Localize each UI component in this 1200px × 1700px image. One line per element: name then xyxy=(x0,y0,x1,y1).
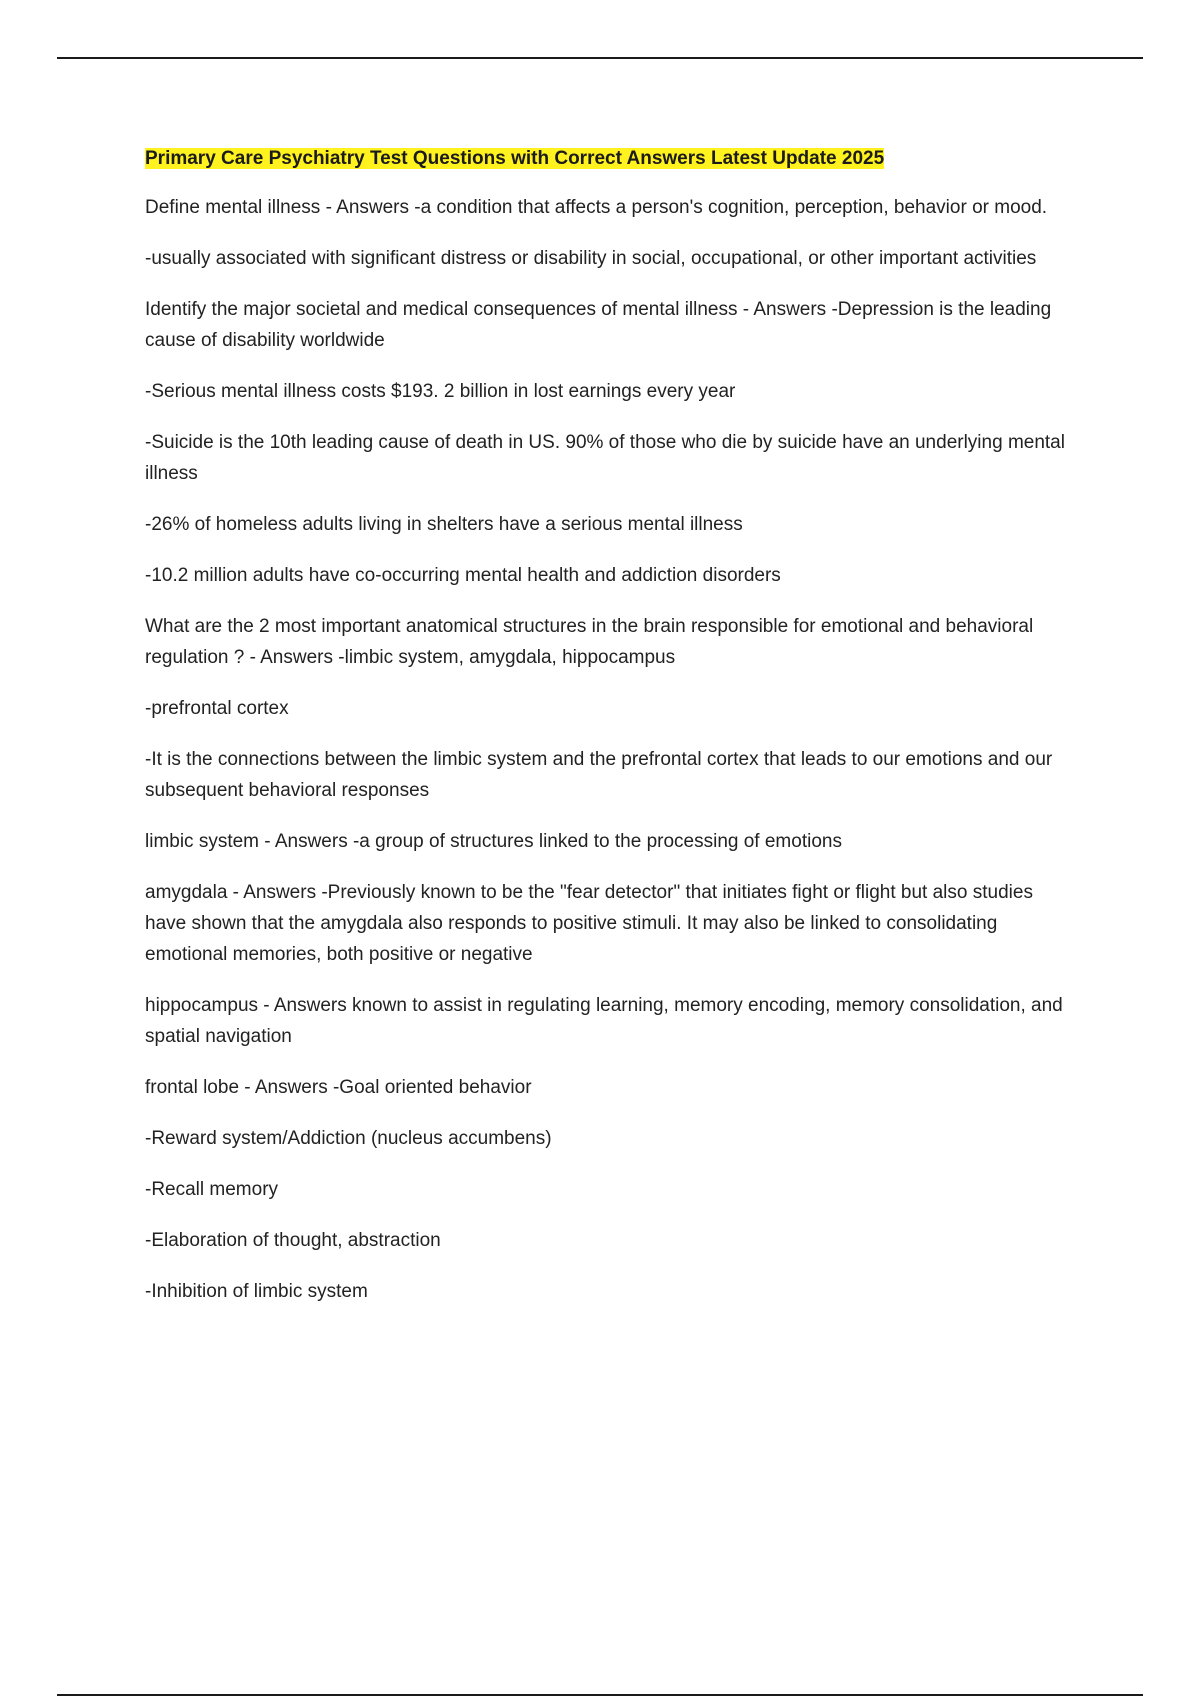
paragraph: -Elaboration of thought, abstraction xyxy=(145,1230,441,1251)
paragraph: hippocampus - Answers known to assist in regulating learning, memory encoding, memory consolidation, and spatial navigation xyxy=(145,995,1063,1047)
paragraph: -Recall memory xyxy=(145,1179,279,1200)
paragraph: amygdala - Answers -Previously known to be the "fear detector" that initiates fight or flight but also studies have shown that the amygdala also responds to positive stimuli. It may also be linked to consolidating emotional memories, both positive or negative xyxy=(145,882,1033,965)
paragraph: -Reward system/Addiction (nucleus accumbens) xyxy=(145,1128,552,1149)
paragraph: -It is the connections between the limbic system and the prefrontal cortex that leads to our emotions and our subsequent behavioral responses xyxy=(145,749,1053,801)
paragraph: -26% of homeless adults living in shelters have a serious mental illness xyxy=(145,514,743,535)
paragraph: -Inhibition of limbic system xyxy=(145,1281,368,1302)
paragraph: Define mental illness - Answers -a condition that affects a person's cognition, perception, behavior or mood. xyxy=(145,197,1048,218)
paragraph: -Suicide is the 10th leading cause of death in US. 90% of those who die by suicide have an underlying mental illness xyxy=(145,432,1065,484)
top-rule xyxy=(57,57,1143,59)
paragraph: What are the 2 most important anatomical structures in the brain responsible for emotional and behavioral regulation ? - Answers -limbic system, amygdala, hippocampus xyxy=(145,616,1034,668)
paragraph: Identify the major societal and medical consequences of mental illness - Answers -Depression is the leading cause of disability worldwide xyxy=(145,299,1052,351)
paragraph: -prefrontal cortex xyxy=(145,698,289,719)
bottom-rule xyxy=(57,1694,1143,1696)
paragraph: frontal lobe - Answers -Goal oriented behavior xyxy=(145,1077,532,1098)
document-body xyxy=(145,143,1065,1327)
title-block xyxy=(145,143,1065,175)
document-title: Primary Care Psychiatry Test Questions with Correct Answers Latest Update 2025 xyxy=(145,148,885,169)
paragraph: limbic system - Answers -a group of structures linked to the processing of emotions xyxy=(145,831,842,852)
paragraph: -Serious mental illness costs $193. 2 billion in lost earnings every year xyxy=(145,381,736,402)
paragraph: -10.2 million adults have co-occurring mental health and addiction disorders xyxy=(145,565,781,586)
paragraph: -usually associated with significant distress or disability in social, occupational, or other important activities xyxy=(145,248,1037,269)
